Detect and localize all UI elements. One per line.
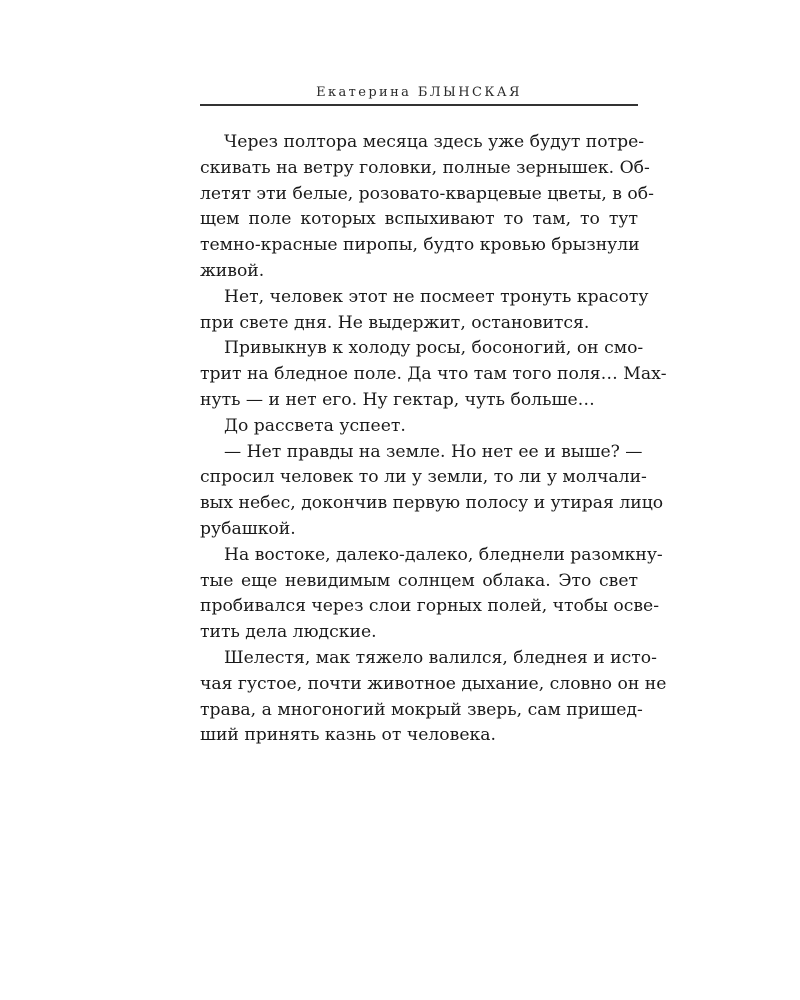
text-line: Привыкнув к холоду росы, босоногий, он смо-: [224, 338, 644, 359]
text-line: тые еще невидимым солнцем облака. Это свет: [200, 570, 638, 591]
text-line: Шелестя, мак тяжело валился, бледнея и исто-: [224, 647, 657, 668]
text-line: ший принять казнь от человека.: [200, 725, 496, 746]
text-line: Нет, человек этот не посмеет тронуть красоту: [224, 286, 649, 307]
text-line: На востоке, далеко-далеко, бледнели разомкну-: [224, 544, 663, 565]
text-line: темно-красные пиропы, будто кровью брызнули: [200, 235, 640, 256]
body-text: [200, 130, 667, 749]
text-line: спросил человек то ли у земли, то ли у молчали-: [200, 467, 647, 488]
text-line: щем поле которых вспыхивают то там, то тут: [200, 209, 638, 230]
text-line: рубашкой.: [200, 518, 296, 539]
text-line: при свете дня. Не выдержит, остановится.: [200, 312, 590, 333]
text-line: трава, а многоногий мокрый зверь, сам пришед-: [200, 699, 643, 720]
text-line: До рассвета успеет.: [224, 415, 406, 436]
text-line: пробивался через слои горных полей, чтобы осве-: [200, 596, 660, 617]
text-line: скивать на ветру головки, полные зернышек. Об-: [200, 157, 650, 178]
text-line: летят эти белые, розовато-кварцевые цветы, в об-: [200, 183, 654, 204]
running-head-author: Екатерина БЛЫНСКАЯ: [316, 85, 522, 100]
text-line: тить дела людские.: [200, 622, 377, 643]
text-line: вых небес, докончив первую полосу и утирая лицо: [200, 493, 664, 514]
text-line: — Нет правды на земле. Но нет ее и выше? —: [224, 441, 643, 462]
text-line: живой.: [200, 260, 265, 281]
text-line: трит на бледное поле. Да что там того поля… Мах-: [200, 364, 667, 385]
text-line: чая густое, почти животное дыхание, словно он не: [200, 673, 667, 694]
text-line: нуть — и нет его. Ну гектар, чуть больше…: [200, 389, 595, 410]
text-line: Через полтора месяца здесь уже будут потре-: [224, 132, 645, 152]
header-rule: [200, 104, 638, 106]
